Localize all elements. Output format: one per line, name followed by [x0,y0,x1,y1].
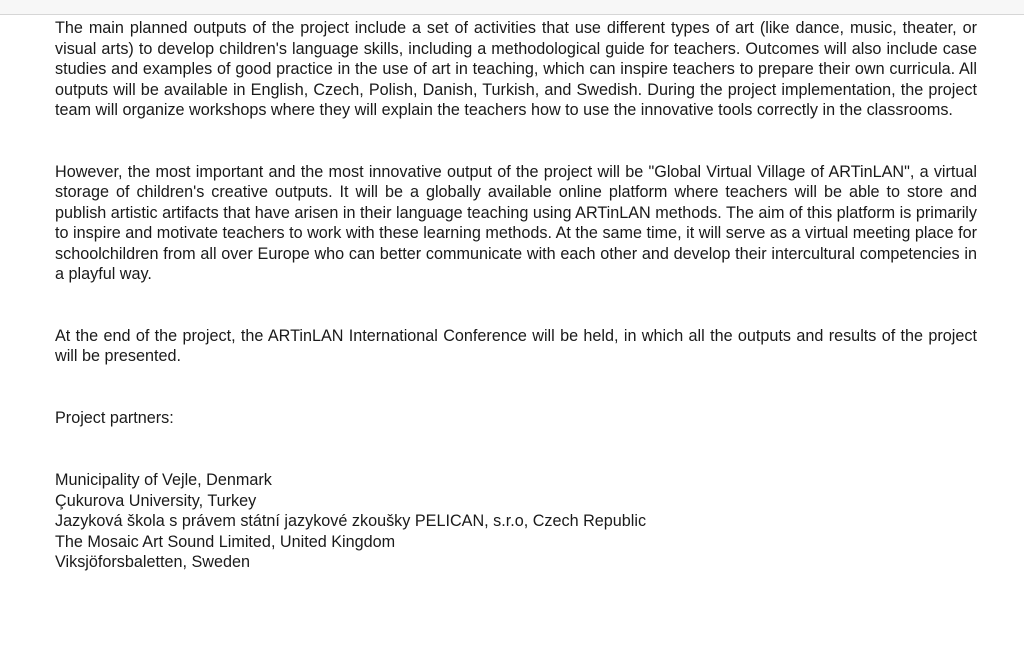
paragraph-planned-outputs: The main planned outputs of the project include a set of activities that use different types of art (like dance, music, theater, or visual arts) to develop children's language skills, including a methodological guide for teachers. Outcomes will also include case studies and examples of good practice in the use of art in teaching, which can inspire teachers to prepare their own curricula. All outputs will be available in English, Czech, Polish, Danish, Turkish, and Swedish. During the project implementation, the project team will organize workshops where they will explain the teachers how to use the innovative tools correctly in the classrooms. [55,19,977,119]
partners-heading: Project partners: [55,408,174,427]
partner-item: Viksjöforsbaletten, Sweden [55,553,250,571]
partner-item: Çukurova University, Turkey [55,491,257,510]
partners-list [55,470,977,573]
paragraph-conference: At the end of the project, the ARTinLAN International Conference will be held, in which all the outputs and results of the project will be presented. [55,326,977,365]
browser-top-bar [0,0,1024,15]
paragraph-spacer [55,121,977,162]
paragraph-spacer [55,367,977,408]
partner-item: Jazyková škola s právem státní jazykové zkoušky PELICAN, s.r.o, Czech Republic [55,512,647,530]
paragraph-global-virtual-village: However, the most important and the most innovative output of the project will be "Global Virtual Village of ARTinLAN", a virtual storage of children's creative outputs. It will be a globally available online platform where teachers will be able to store and publish artistic artifacts that have arisen in their language teaching using ARTinLAN methods. The aim of this platform is primarily to inspire and motivate teachers to work with these learning methods. At the same time, it will serve as a virtual meeting place for schoolchildren from all over Europe who can better communicate with each other and develop their intercultural competencies in a playful way. [55,162,977,283]
partner-item: The Mosaic Art Sound Limited, United Kingdom [55,532,396,551]
paragraph-spacer [55,428,977,470]
partner-item: Municipality of Vejle, Denmark [55,471,272,489]
paragraph-spacer [55,285,977,326]
document-body [55,18,977,573]
